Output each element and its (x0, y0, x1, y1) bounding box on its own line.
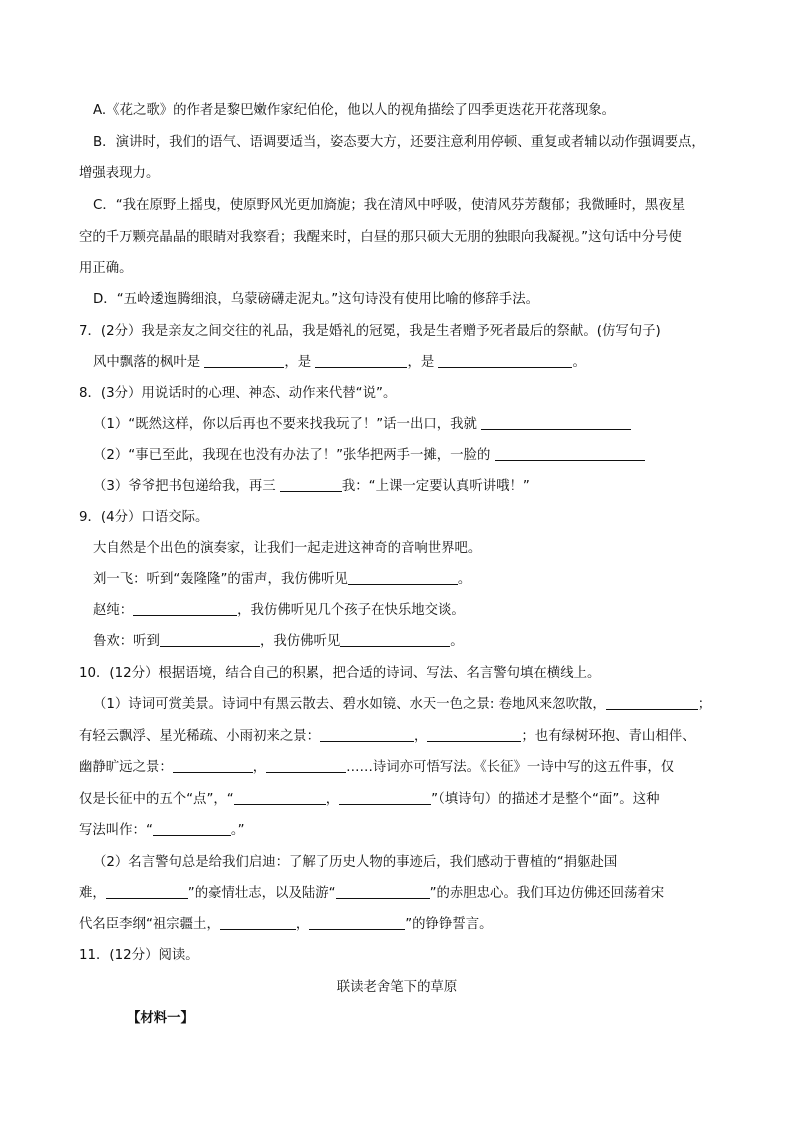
q10-p8 (79, 915, 493, 935)
q9-blank-3[interactable] (160, 632, 260, 647)
q10-blank-11[interactable] (220, 915, 296, 930)
q10-p8-b: ， (295, 917, 310, 932)
q10-p5-b: 。” (230, 823, 245, 838)
q8-blank-1[interactable] (481, 415, 631, 430)
q7-blank-1[interactable] (204, 353, 284, 368)
q10-p4-a: 仅是长征中的五个“点”，“ (79, 792, 234, 807)
q8-blank-3[interactable] (280, 477, 342, 492)
q9-line-3 (93, 632, 464, 652)
q10-p3-c: ……诗词亦可悟写法。《长征》一诗中写的这五件事，仅 (346, 760, 675, 775)
q10-p2 (79, 727, 696, 747)
q6-option-a: A.《花之歌》的作者是黎巴嫩作家纪伯伦，他以人的视角描绘了四季更迭花开花落现象。 (93, 103, 616, 118)
q10-p1-b: ； (697, 697, 712, 712)
q10-blank-5[interactable] (266, 758, 346, 773)
q10-p8-a: 代名臣李纲“祖宗疆土， (79, 917, 220, 932)
q10-p8-c: ”的铮铮誓言。 (405, 917, 493, 932)
q8-item-3-text-a: （3）爷爷把书包递给我，再三 (93, 479, 276, 494)
q6-option-c-line1: C．“我在原野上摇曳，使原野风光更加旖旎；我在清风中呼吸，使清风芬芳馥郁；我微睡时，黑夜星 (93, 198, 686, 213)
q9-line-2-b: ，我仿佛听见几个孩子在快乐地交谈。 (237, 603, 465, 618)
q8-stem: 8．(3分）用说话时的心理、神态、动作来代替“说”。 (79, 386, 397, 401)
q7-part3: ，是 (407, 355, 435, 370)
q10-blank-12[interactable] (309, 915, 405, 930)
q10-p4-b: ， (325, 792, 340, 807)
q8-item-1 (93, 415, 631, 435)
q6-option-c-line2: 空的千万颗亮晶晶的眼睛对我察看；我醒来时，白昼的那只硕大无朋的独眼向我凝视。”这句话中分号使 (79, 230, 682, 245)
q9-line-2-a: 赵纯： (93, 603, 134, 618)
q8-item-3-text-b: 我：“上课一定要认真听讲哦！” (341, 479, 530, 494)
q6-option-b-line1: B．演讲时，我们的语气、语调要适当，姿态要大方，还要注意利用停顿、重复或者辅以动作强调要点， (93, 135, 705, 150)
q9-blank-4[interactable] (340, 632, 450, 647)
q10-p7-a: 难， (79, 886, 106, 901)
q10-p1 (93, 695, 711, 715)
q8-item-2-text: （2）“事已至此，我现在也没有办法了！”张华把两手一摊，一脸的 (93, 448, 491, 463)
q9-line-1 (93, 570, 471, 590)
q10-p6: （2）名言警句总是给我们启迪：了解了历史人物的事迹后，我们感动于曹植的“捐躯赴国 (93, 855, 618, 870)
q10-p2-b: ， (414, 729, 428, 744)
q10-p2-a: 有轻云飘浮、星光稀疏、小雨初来之景： (79, 729, 321, 744)
q9-line-3-c: 。 (450, 634, 464, 649)
q9-stem: 9．(4分）口语交际。 (79, 510, 209, 525)
q11-stem: 11．(12分）阅读。 (79, 948, 199, 963)
q10-blank-8[interactable] (153, 821, 231, 836)
q9-line-1-b: 。 (457, 572, 472, 587)
q10-p5 (79, 821, 245, 841)
q8-item-1-text: （1）“既然这样，你以后再也不要来找我玩了！”话一出口，我就 (93, 417, 477, 432)
q7-fill-line (93, 353, 586, 373)
q6-option-d: D．“五岭逶迤腾细浪，乌蒙磅礴走泥丸。”这句诗没有使用比喻的修辞手法。 (93, 292, 539, 307)
q10-p5-a: 写法叫作：“ (79, 823, 153, 838)
q10-stem: 10．(12分）根据语境，结合自己的积累，把合适的诗词、写法、名言警句填在横线上。 (79, 666, 601, 681)
q7-part2: ，是 (284, 355, 312, 370)
q10-blank-4[interactable] (173, 758, 253, 773)
q10-p4 (79, 790, 659, 810)
q10-blank-10[interactable] (336, 884, 430, 899)
q7-part4: 。 (572, 355, 586, 370)
q10-p3 (79, 758, 674, 778)
q10-p7-b: ”的豪情壮志，以及陆游“ (187, 886, 336, 901)
q10-blank-1[interactable] (606, 695, 698, 710)
q9-line-3-b: ，我仿佛听见 (259, 634, 341, 649)
q10-p1-a: （1）诗词可赏美景。诗词中有黑云散去、碧水如镜、水天一色之景: 卷地风来忽吹散， (93, 697, 606, 712)
q9-blank-1[interactable] (348, 570, 458, 585)
q7-part1: 风中飘落的枫叶是 (93, 355, 201, 370)
q7-blank-3[interactable] (438, 353, 572, 368)
q6-option-b-line2: 增强表现力。 (79, 166, 160, 181)
q10-blank-3[interactable] (427, 727, 521, 742)
q9-intro: 大自然是个出色的演奏家，让我们一起走进这神奇的音响世界吧。 (93, 541, 482, 556)
q6-option-c-line3: 用正确。 (79, 261, 133, 276)
q10-p3-a: 幽静旷远之景： (79, 760, 173, 775)
q10-p2-c: ；也有绿树环抱、青山相伴、 (521, 729, 696, 744)
q8-item-3 (93, 477, 530, 497)
q9-line-2 (93, 601, 465, 621)
q10-blank-7[interactable] (339, 790, 431, 805)
q8-item-2 (93, 446, 645, 466)
q7-blank-2[interactable] (315, 353, 407, 368)
q10-p3-b: ， (252, 760, 267, 775)
q10-p7-c: ”的赤胆忠心。我们耳边仿佛还回荡着宋 (429, 886, 665, 901)
q10-blank-6[interactable] (234, 790, 326, 805)
q9-line-1-a: 刘一飞：听到“轰隆隆”的雷声，我仿佛听见 (93, 572, 348, 587)
q7-stem: 7．(2分）我是亲友之间交往的礼品，我是婚礼的冠冕，我是生者赠予死者最后的祭献。(仿写句子) (79, 324, 661, 339)
q8-blank-2[interactable] (495, 446, 645, 461)
q10-p4-c: ”（填诗句）的描述才是整个“面”。这种 (431, 792, 660, 807)
q10-blank-9[interactable] (106, 884, 188, 899)
q11-title: 联读老舍笔下的草原 (336, 980, 458, 995)
q9-line-3-a: 鲁欢：听到 (93, 634, 160, 649)
q11-material-label: 【材料一】 (127, 1011, 194, 1026)
q9-blank-2[interactable] (133, 601, 237, 616)
q10-blank-2[interactable] (320, 727, 414, 742)
q10-p7 (79, 884, 664, 904)
